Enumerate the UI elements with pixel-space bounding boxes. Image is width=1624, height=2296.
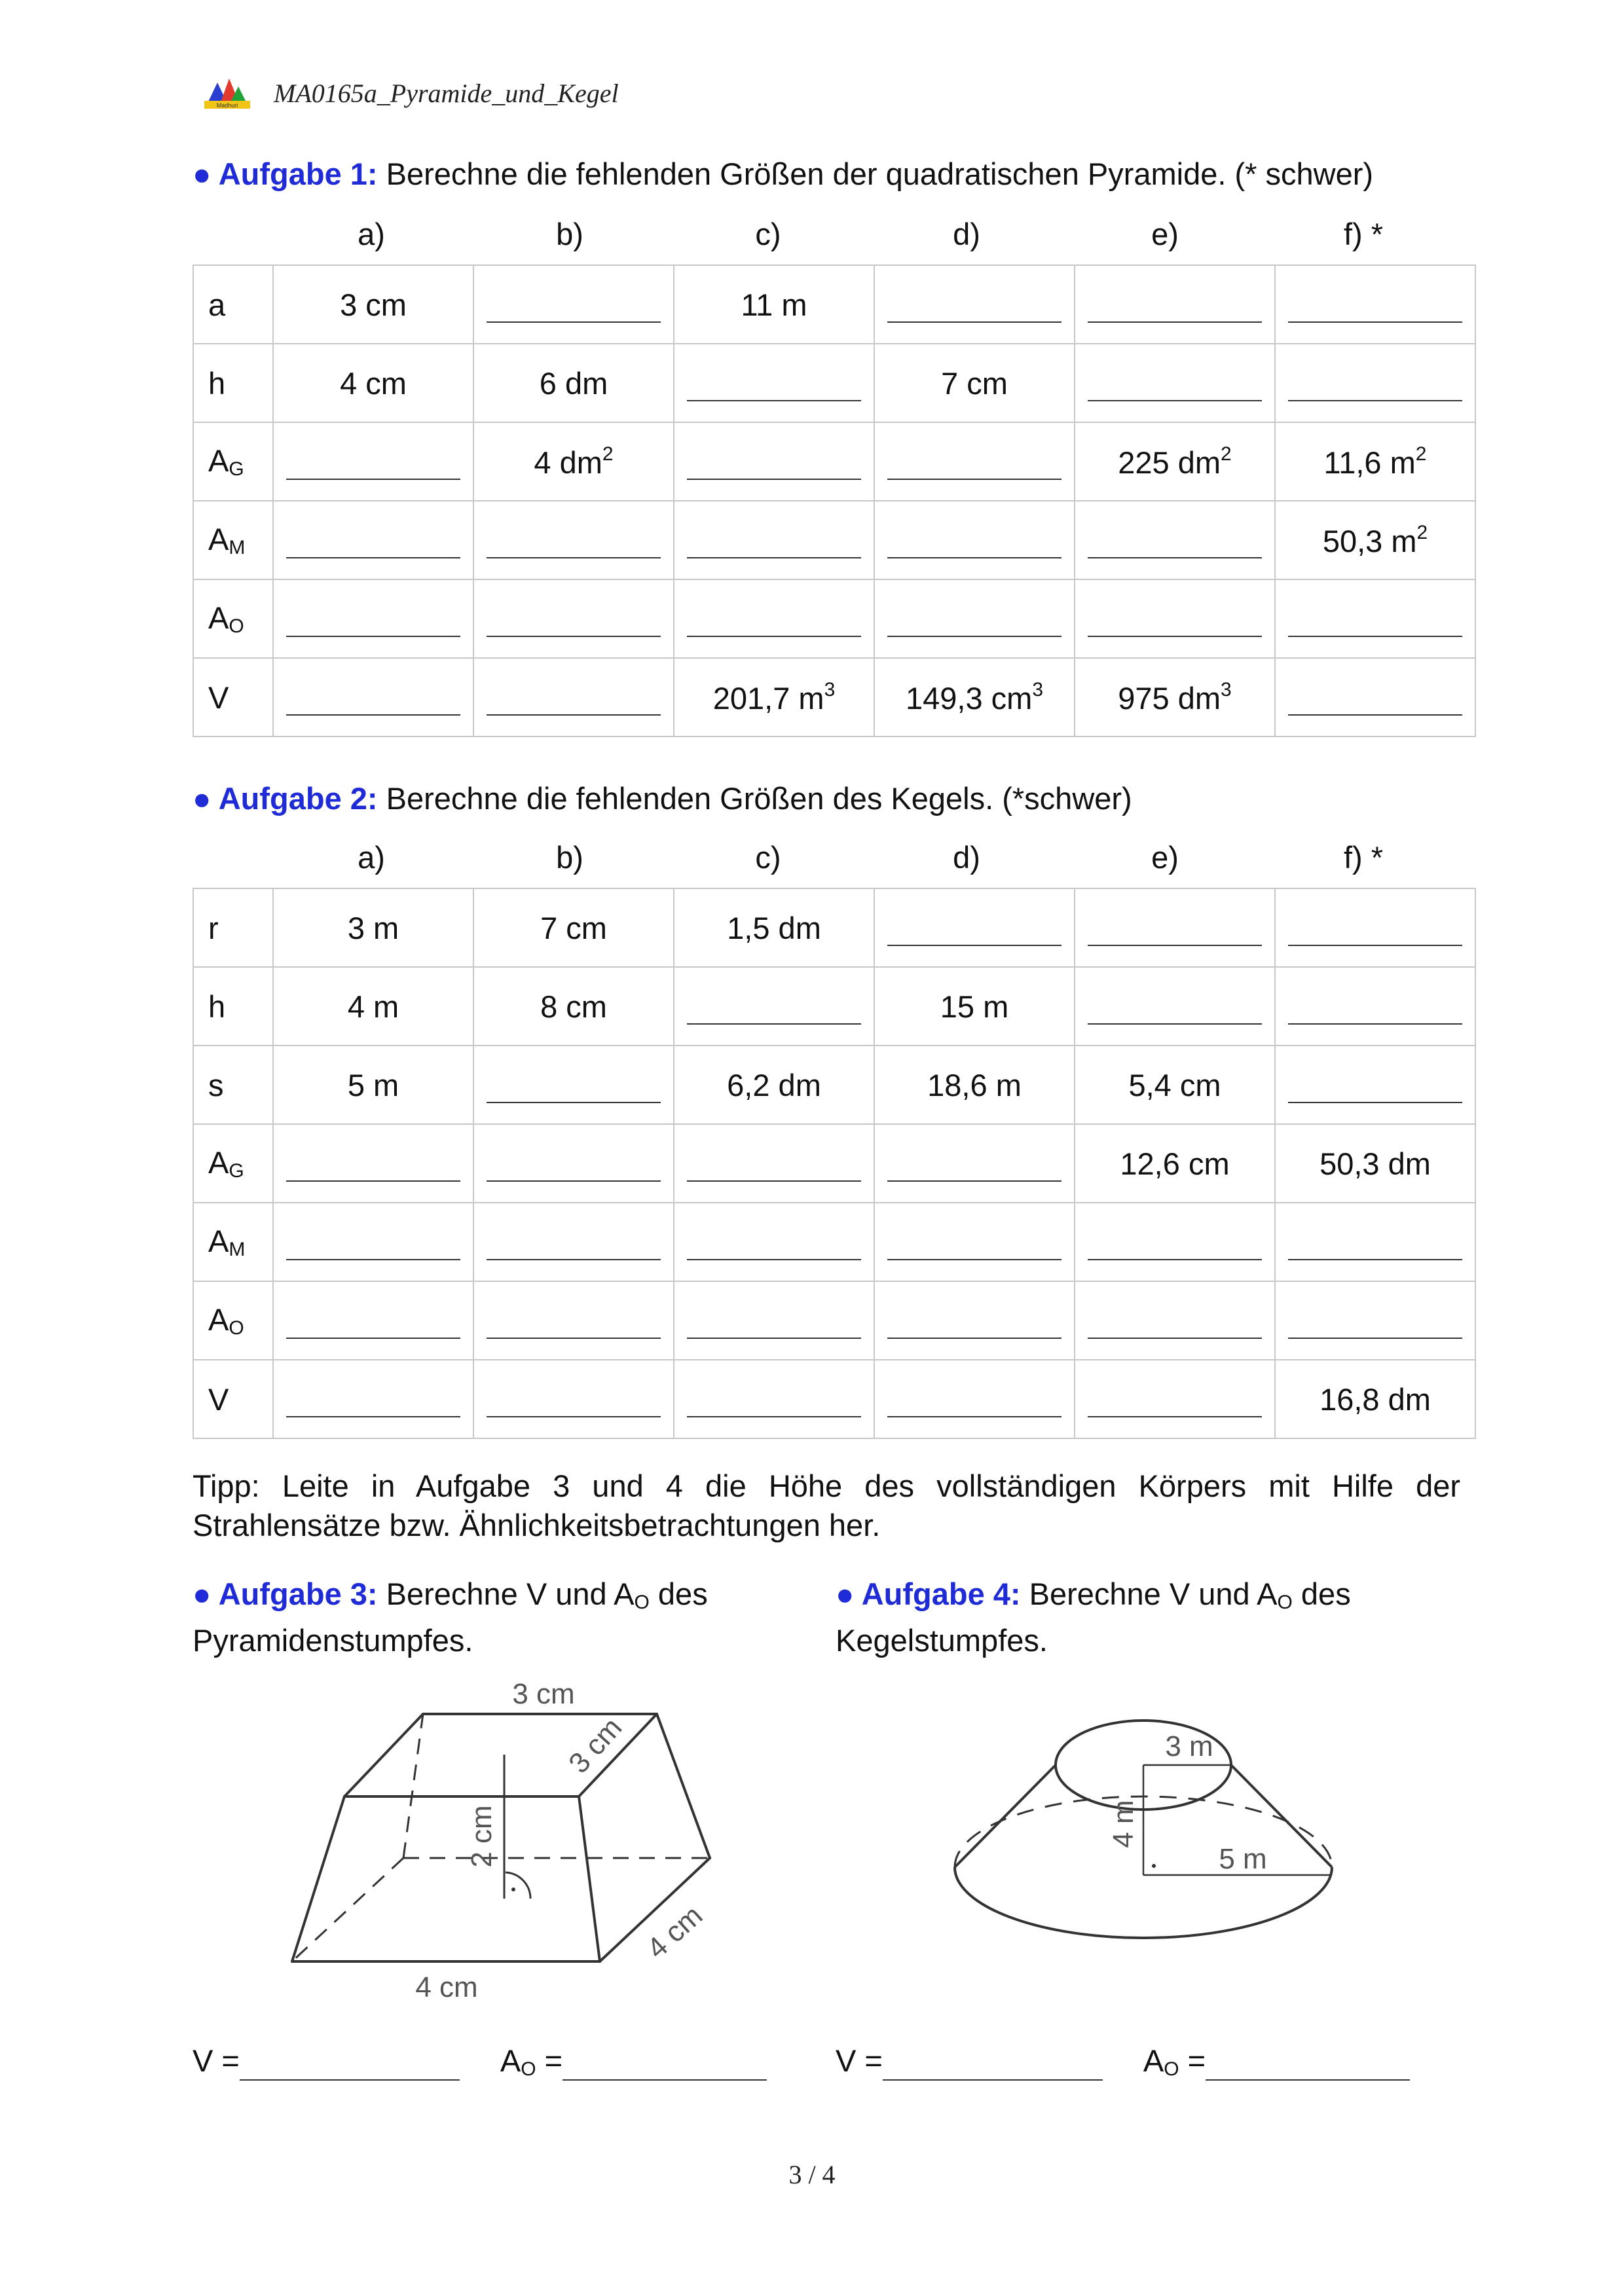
answer-blank[interactable] — [487, 701, 661, 716]
answer-cell[interactable] — [874, 888, 1075, 967]
answer-cell[interactable] — [1075, 1360, 1275, 1438]
table-row — [193, 888, 1475, 967]
answer-cell[interactable] — [674, 1281, 874, 1360]
task2-column-header: e) — [1151, 840, 1179, 875]
answer-cell[interactable] — [1075, 1203, 1275, 1281]
table-cell — [674, 888, 874, 967]
table-cell — [874, 1046, 1075, 1124]
answer-blank[interactable] — [1288, 1010, 1462, 1025]
answer-blank[interactable] — [1088, 1010, 1262, 1025]
answer-cell[interactable] — [1075, 967, 1275, 1046]
cell-value: 11 m — [741, 287, 807, 322]
row-label-name: A — [208, 443, 229, 478]
cell-value: 4 m — [347, 989, 399, 1024]
task4-ao-answer[interactable] — [1206, 2053, 1410, 2081]
answer-blank[interactable] — [487, 1403, 661, 1417]
task4-answers — [836, 2043, 1410, 2081]
answer-blank[interactable] — [687, 387, 861, 401]
answer-blank[interactable] — [286, 465, 460, 480]
row-label — [193, 888, 273, 967]
task4-v-answer[interactable] — [883, 2053, 1103, 2081]
answer-blank[interactable] — [687, 1246, 861, 1260]
table-cell — [273, 265, 473, 344]
answer-cell[interactable] — [473, 1360, 674, 1438]
answer-blank[interactable] — [487, 308, 661, 323]
answer-cell[interactable] — [1275, 1203, 1475, 1281]
cell-value: 3 cm — [340, 287, 407, 322]
task4-ao-label: A — [1143, 2043, 1164, 2078]
task4-text: Berechne V und A — [1020, 1576, 1278, 1611]
answer-cell[interactable] — [273, 1281, 473, 1360]
table-cell — [1075, 1046, 1275, 1124]
answer-blank[interactable] — [687, 544, 861, 558]
row-label — [193, 1124, 273, 1203]
task3-text-end: des — [649, 1576, 708, 1611]
label-side-bottom: 4 cm — [640, 1899, 709, 1965]
answer-blank[interactable] — [1088, 1403, 1262, 1417]
answer-cell[interactable] — [273, 579, 473, 658]
row-label — [193, 579, 273, 658]
answer-cell[interactable] — [1075, 501, 1275, 579]
task1-column-header: e) — [1151, 217, 1179, 251]
document-title: MA0165a_Pyramide_und_Kegel — [274, 78, 619, 108]
table-cell — [473, 344, 674, 422]
cell-value: 7 cm — [941, 365, 1008, 401]
answer-blank[interactable] — [1288, 1246, 1462, 1260]
answer-cell[interactable] — [674, 967, 874, 1046]
answer-blank[interactable] — [286, 623, 460, 637]
logo-icon — [203, 76, 251, 110]
task1-column-header: f) * — [1343, 217, 1384, 251]
lateral-back-right — [657, 1714, 710, 1858]
answer-cell[interactable] — [273, 1124, 473, 1203]
answer-blank[interactable] — [887, 544, 1061, 558]
row-label-sub: M — [229, 1239, 246, 1260]
cell-value: 975 dm — [1118, 680, 1221, 716]
task3-ao-label: A — [500, 2043, 521, 2078]
task2-column-header: c) — [755, 840, 781, 875]
answer-cell[interactable] — [273, 1203, 473, 1281]
row-label — [193, 344, 273, 422]
table-cell — [874, 344, 1075, 422]
row-label-name: h — [208, 365, 226, 401]
top-left-edge — [344, 1714, 423, 1796]
table-cell — [874, 967, 1075, 1046]
answer-blank[interactable] — [487, 544, 661, 558]
cell-value: 50,3 dm — [1320, 1146, 1431, 1181]
row-label — [193, 422, 273, 501]
table-row — [193, 1281, 1475, 1360]
answer-blank[interactable] — [1088, 623, 1262, 637]
label-top: 3 cm — [512, 1678, 575, 1710]
answer-cell[interactable] — [1075, 344, 1275, 422]
answer-blank[interactable] — [687, 465, 861, 480]
answer-blank[interactable] — [487, 1324, 661, 1339]
cell-exponent: 2 — [1415, 443, 1427, 465]
answer-cell[interactable] — [1075, 265, 1275, 344]
bottom-ellipse-front — [955, 1867, 1332, 1938]
task2-column-header: d) — [953, 840, 980, 875]
answer-blank[interactable] — [487, 1089, 661, 1103]
task4-text-line2: Kegelstumpfes. — [836, 1623, 1048, 1658]
label-height: 4 m — [1107, 1800, 1139, 1848]
answer-cell[interactable] — [273, 422, 473, 501]
answer-cell[interactable] — [874, 1124, 1075, 1203]
answer-cell[interactable] — [473, 658, 674, 737]
cell-value: 149,3 cm — [905, 680, 1033, 716]
answer-cell[interactable] — [674, 1124, 874, 1203]
cell-value: 7 cm — [540, 910, 607, 945]
task4-label: ● Aufgabe 4: — [836, 1576, 1021, 1611]
table-cell — [473, 422, 674, 501]
row-label-name: V — [208, 680, 229, 715]
cell-exponent: 3 — [1032, 678, 1043, 701]
answer-cell[interactable] — [874, 1281, 1075, 1360]
pyramid-frustum-figure — [262, 1676, 760, 2010]
table-cell — [273, 888, 473, 967]
answer-cell[interactable] — [674, 344, 874, 422]
row-label — [193, 967, 273, 1046]
table-row — [193, 344, 1475, 422]
answer-blank[interactable] — [286, 1246, 460, 1260]
row-label-sub: G — [229, 1160, 244, 1182]
cell-value: 8 cm — [540, 989, 607, 1024]
row-label-name: s — [208, 1067, 224, 1102]
answer-blank[interactable] — [1288, 1324, 1462, 1339]
cell-value: 1,5 dm — [727, 910, 821, 945]
cell-value: 4 dm — [534, 445, 602, 480]
answer-blank[interactable] — [1288, 623, 1462, 637]
right-angle-dot — [511, 1887, 515, 1891]
answer-cell[interactable] — [1275, 344, 1475, 422]
table-cell — [273, 344, 473, 422]
row-label — [193, 1281, 273, 1360]
answer-cell[interactable] — [473, 579, 674, 658]
row-label — [193, 265, 273, 344]
row-label — [193, 658, 273, 737]
answer-blank[interactable] — [1088, 932, 1262, 946]
answer-blank[interactable] — [887, 308, 1061, 323]
answer-blank[interactable] — [487, 623, 661, 637]
answer-cell[interactable] — [273, 1360, 473, 1438]
answer-cell[interactable] — [874, 1360, 1075, 1438]
answer-blank[interactable] — [887, 623, 1061, 637]
task3-ao-answer[interactable] — [563, 2053, 767, 2081]
answer-blank[interactable] — [687, 1403, 861, 1417]
row-label-name: A — [208, 1302, 229, 1337]
table-cell — [674, 1046, 874, 1124]
table-row — [193, 1203, 1475, 1281]
lateral-front-right — [579, 1796, 600, 1961]
answer-cell[interactable] — [473, 1281, 674, 1360]
table-cell — [674, 658, 874, 737]
answer-blank[interactable] — [687, 623, 861, 637]
table-cell — [1075, 1124, 1275, 1203]
answer-cell[interactable] — [874, 422, 1075, 501]
answer-cell[interactable] — [874, 265, 1075, 344]
table-cell — [273, 967, 473, 1046]
task1-table — [193, 264, 1476, 737]
label-top-radius: 3 m — [1165, 1730, 1213, 1762]
row-label-name: a — [208, 287, 226, 322]
answer-cell[interactable] — [874, 501, 1075, 579]
row-label-name: h — [208, 989, 226, 1024]
task1-column-header: a) — [358, 217, 385, 251]
table-row — [193, 422, 1475, 501]
cell-exponent: 2 — [602, 443, 614, 465]
task3-v-label: V = — [193, 2043, 240, 2078]
cell-value: 15 m — [940, 989, 1009, 1024]
row-label-sub: O — [229, 1317, 244, 1339]
row-label — [193, 501, 273, 579]
row-label-name: A — [208, 522, 229, 556]
answer-blank[interactable] — [887, 932, 1061, 946]
task1-column-header: d) — [953, 217, 980, 251]
answer-blank[interactable] — [887, 1324, 1061, 1339]
task3-answers — [193, 2043, 767, 2081]
answer-cell[interactable] — [473, 1046, 674, 1124]
right-angle-arc — [506, 1872, 530, 1899]
answer-cell[interactable] — [473, 501, 674, 579]
answer-blank[interactable] — [887, 1246, 1061, 1260]
table-row — [193, 1124, 1475, 1203]
task1-text: Berechne die fehlenden Größen der quadratischen Pyramide. (* schwer) — [377, 156, 1374, 191]
answer-blank[interactable] — [286, 701, 460, 716]
answer-blank[interactable] — [687, 1167, 861, 1182]
hidden-back-lateral — [403, 1714, 423, 1858]
task1-label: ● Aufgabe 1: — [193, 156, 378, 191]
cell-value: 5,4 cm — [1128, 1067, 1221, 1102]
answer-cell[interactable] — [1275, 967, 1475, 1046]
task1-column-header: b) — [556, 217, 583, 251]
task2-column-header: f) * — [1343, 840, 1384, 875]
row-label-name: A — [208, 1224, 229, 1258]
row-label-sub: M — [229, 537, 246, 558]
task2-table — [193, 888, 1476, 1439]
row-label-sub: O — [229, 615, 244, 637]
task3-label: ● Aufgabe 3: — [193, 1576, 378, 1611]
page-header — [203, 73, 619, 113]
table-row — [193, 265, 1475, 344]
answer-blank[interactable] — [1288, 387, 1462, 401]
answer-cell[interactable] — [1275, 1046, 1475, 1124]
cell-value: 6,2 dm — [727, 1067, 821, 1102]
cell-value: 201,7 m — [712, 680, 824, 716]
answer-blank[interactable] — [1088, 308, 1262, 323]
answer-cell[interactable] — [674, 1203, 874, 1281]
task1-column-header: c) — [755, 217, 781, 251]
cell-exponent: 3 — [1221, 678, 1232, 701]
answer-blank[interactable] — [887, 1167, 1061, 1182]
cell-exponent: 2 — [1416, 521, 1428, 543]
task4-ao-sub: O — [1164, 2058, 1179, 2080]
table-row — [193, 501, 1475, 579]
task4-text-sub: O — [1277, 1592, 1293, 1613]
answer-blank[interactable] — [286, 1403, 460, 1417]
task3-text-sub: O — [634, 1592, 650, 1613]
label-bottom: 4 cm — [415, 1971, 478, 2003]
cell-value: 18,6 m — [927, 1067, 1022, 1102]
table-cell — [1075, 422, 1275, 501]
tipp-text: Tipp: Leite in Aufgabe 3 und 4 die Höhe des vollständigen Körpers mit Hilfe der Strahlensätze bzw. Ähnlichkeitsbetrachtungen her. — [193, 1468, 1460, 1542]
table-cell — [273, 1046, 473, 1124]
answer-blank[interactable] — [1288, 701, 1462, 716]
answer-blank[interactable] — [1288, 308, 1462, 323]
cell-value: 4 cm — [340, 365, 407, 401]
task3-ao-sub: O — [521, 2058, 536, 2080]
cell-exponent: 2 — [1221, 443, 1232, 465]
answer-cell[interactable] — [1075, 1281, 1275, 1360]
task2-column-header: b) — [556, 840, 583, 875]
answer-cell[interactable] — [473, 1124, 674, 1203]
table-cell — [1275, 501, 1475, 579]
cell-value: 225 dm — [1118, 445, 1221, 480]
table-cell — [1275, 1124, 1475, 1203]
answer-blank[interactable] — [487, 1246, 661, 1260]
table-row — [193, 967, 1475, 1046]
answer-blank[interactable] — [687, 1010, 861, 1025]
left-slant — [955, 1765, 1056, 1867]
task2-label: ● Aufgabe 2: — [193, 781, 378, 816]
answer-cell[interactable] — [273, 501, 473, 579]
row-label-name: A — [208, 1145, 229, 1180]
answer-cell[interactable] — [674, 1360, 874, 1438]
answer-blank[interactable] — [1288, 932, 1462, 946]
row-label-name: V — [208, 1381, 229, 1417]
answer-blank[interactable] — [1088, 544, 1262, 558]
cell-value: 12,6 cm — [1120, 1146, 1230, 1181]
answer-blank[interactable] — [687, 1324, 861, 1339]
table-cell — [473, 967, 674, 1046]
right-angle-dot — [1152, 1864, 1156, 1868]
answer-blank[interactable] — [1088, 1246, 1262, 1260]
task4-text-end: des — [1292, 1576, 1351, 1611]
task2-column-header: a) — [358, 840, 385, 875]
task3-heading — [193, 1575, 708, 1660]
table-cell — [1075, 658, 1275, 737]
svg-text:Madhuri: Madhuri — [216, 102, 238, 109]
answer-cell[interactable] — [273, 658, 473, 737]
task2-heading — [193, 779, 1132, 818]
answer-cell[interactable] — [1275, 888, 1475, 967]
table-row — [193, 579, 1475, 658]
task3-ao-eq: = — [536, 2043, 563, 2078]
row-label-name: r — [208, 910, 219, 945]
answer-cell[interactable] — [674, 501, 874, 579]
answer-blank[interactable] — [887, 1403, 1061, 1417]
task1-heading — [193, 155, 1373, 194]
answer-cell[interactable] — [874, 579, 1075, 658]
task4-heading — [836, 1575, 1351, 1660]
table-row — [193, 658, 1475, 737]
answer-cell[interactable] — [473, 265, 674, 344]
task3-text-line2: Pyramidenstumpfes. — [193, 1623, 473, 1658]
cell-value: 6 dm — [539, 365, 608, 401]
cell-value: 5 m — [347, 1067, 399, 1102]
answer-cell[interactable] — [1075, 579, 1275, 658]
table-cell — [674, 265, 874, 344]
label-side-top: 3 cm — [563, 1711, 629, 1780]
task3-text: Berechne V und A — [377, 1576, 635, 1611]
row-label-name: A — [208, 600, 229, 635]
task2-text: Berechne die fehlenden Größen des Kegels. (*schwer) — [377, 781, 1132, 816]
cell-exponent: 3 — [824, 678, 836, 701]
answer-cell[interactable] — [674, 579, 874, 658]
answer-blank[interactable] — [286, 544, 460, 558]
answer-cell[interactable] — [874, 1203, 1075, 1281]
answer-cell[interactable] — [1275, 579, 1475, 658]
cell-value: 16,8 dm — [1320, 1381, 1431, 1417]
row-label — [193, 1203, 273, 1281]
answer-cell[interactable] — [1275, 265, 1475, 344]
table-cell — [1275, 1360, 1475, 1438]
task3-v-answer[interactable] — [240, 2053, 460, 2081]
row-label-sub: G — [229, 458, 244, 480]
cell-value: 50,3 m — [1322, 523, 1417, 558]
table-cell — [1275, 422, 1475, 501]
label-height: 2 cm — [466, 1805, 498, 1868]
answer-blank[interactable] — [887, 465, 1061, 480]
answer-cell[interactable] — [1275, 658, 1475, 737]
answer-cell[interactable] — [674, 422, 874, 501]
answer-blank[interactable] — [286, 1324, 460, 1339]
cell-value: 3 m — [347, 910, 399, 945]
cell-value: 11,6 m — [1323, 445, 1416, 480]
answer-cell[interactable] — [1075, 888, 1275, 967]
label-bottom-radius: 5 m — [1219, 1843, 1267, 1875]
task4-v-label: V = — [836, 2043, 883, 2078]
answer-cell[interactable] — [1275, 1281, 1475, 1360]
page-number: 3 / 4 — [788, 2160, 836, 2189]
answer-blank[interactable] — [1088, 387, 1262, 401]
cone-frustum-figure — [943, 1696, 1349, 1984]
row-label — [193, 1046, 273, 1124]
answer-blank[interactable] — [1288, 1089, 1462, 1103]
table-row — [193, 1046, 1475, 1124]
task4-ao-eq: = — [1179, 2043, 1206, 2078]
table-row — [193, 1360, 1475, 1438]
answer-blank[interactable] — [487, 1167, 661, 1182]
answer-blank[interactable] — [286, 1167, 460, 1182]
row-label — [193, 1360, 273, 1438]
answer-cell[interactable] — [473, 1203, 674, 1281]
table-cell — [874, 658, 1075, 737]
answer-blank[interactable] — [1088, 1324, 1262, 1339]
table-cell — [473, 888, 674, 967]
